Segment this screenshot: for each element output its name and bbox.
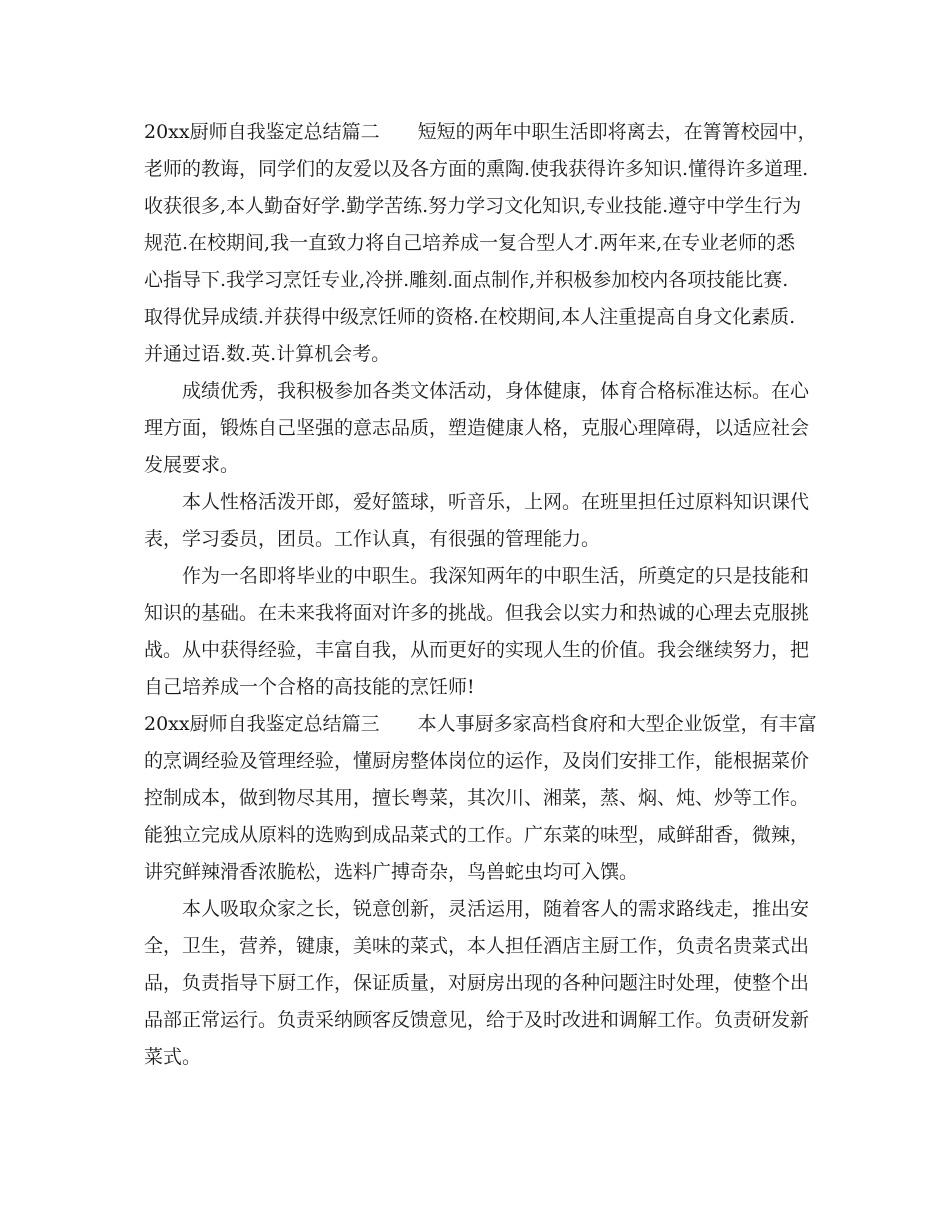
text-line: 20xx厨师自我鉴定总结篇二 短短的两年中职生活即将离去，在箐箐校园中， [144, 121, 817, 143]
text-line: 全，卫生，营养，键康，美味的菜式，本人担任酒店主厨工作，负责名贵菜式出 [144, 935, 810, 957]
document-body [144, 114, 816, 1076]
text-line: 表，学习委员，团员。工作认真，有很强的管理能力。 [144, 528, 601, 550]
text-line: 自己培养成一个合格的高技能的烹饪师! [144, 676, 475, 698]
text-line: 取得优异成绩.并获得中级烹饪师的资格.在校期间,本人注重提高自身文化素质. [144, 306, 796, 328]
text-line: 老师的教诲，同学们的友爱以及各方面的熏陶.使我获得许多知识.懂得许多道理. [144, 158, 809, 180]
text-line: 理方面，锻炼自己坚强的意志品质，塑造健康人格，克服心理障碍，以适应社会 [144, 417, 810, 439]
text-line: 本人吸取众家之长，锐意创新，灵活运用，随着客人的需求路线走，推出安 [144, 898, 810, 920]
text-line: 战。从中获得经验，丰富自我，从而更好的实现人生的价值。我会继续努力，把 [144, 639, 810, 661]
text-line: 品，负责指导下厨工作，保证质量，对厨房出现的各种问题注时处理，使整个出 [144, 972, 810, 994]
text-line: 成绩优秀，我积极参加各类文体活动，身体健康，体育合格标准达标。在心 [144, 380, 810, 402]
text-line: 品部正常运行。负责采纳顾客反馈意见，给于及时改进和调解工作。负责研发新 [144, 1009, 810, 1031]
text-line: 本人性格活泼开郎，爱好篮球，听音乐，上网。在班里担任过原料知识课代 [144, 491, 810, 513]
text-line: 的烹调经验及管理经验，懂厨房整体岗位的运作，及岗们安排工作，能根据菜价 [144, 750, 810, 772]
text-line: 菜式。 [144, 1046, 202, 1068]
text-line: 讲究鲜辣滑香浓脆松，选料广搏奇杂，鸟兽蛇虫均可入馔。 [144, 861, 639, 883]
text-line: 发展要求。 [144, 454, 240, 476]
text-line: 知识的基础。在未来我将面对许多的挑战。但我会以实力和热诚的心理去克服挑 [144, 602, 810, 624]
text-line: 收获很多,本人勤奋好学.勤学苦练.努力学习文化知识,专业技能.遵守中学生行为 [144, 195, 802, 217]
text-line: 并通过语.数.英.计算机会考。 [144, 343, 391, 365]
text-line: 规范.在校期间,我一直致力将自己培养成一复合型人才.两年来,在专业老师的悉 [144, 232, 796, 254]
text-line: 作为一名即将毕业的中职生。我深知两年的中职生活，所奠定的只是技能和 [144, 565, 810, 587]
text-line: 能独立完成从原料的选购到成品菜式的工作。广东菜的味型，咸鲜甜香，微辣， [144, 824, 810, 846]
text-line: 控制成本，做到物尽其用，擅长粤菜，其次川、湘菜，蒸、焖、炖、炒等工作。 [144, 787, 810, 809]
text-line: 20xx厨师自我鉴定总结篇三 本人事厨多家高档食府和大型企业饭堂，有丰富 [144, 713, 817, 735]
text-line: 心指导下.我学习烹饪专业,冷拼.雕刻.面点制作,并积极参加校内各项技能比赛. [144, 269, 789, 291]
